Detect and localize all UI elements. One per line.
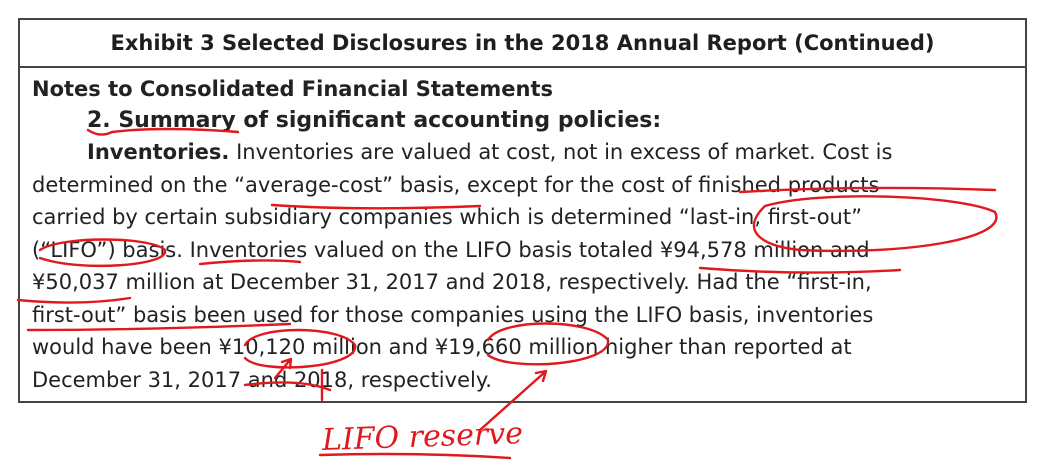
line-1-text: Inventories are valued at cost, not in excess of market. Cost is bbox=[229, 140, 893, 164]
exhibit-title: Exhibit 3 Selected Disclosures in the 2018 Annual Report (Continued) bbox=[20, 20, 1025, 68]
section-heading: 2. Summary of significant accounting policies: bbox=[87, 108, 662, 133]
text-line-1 bbox=[32, 136, 1025, 169]
text-line-7: would have been ¥10,120 million and ¥19,660 million higher than reported at bbox=[32, 335, 852, 359]
notes-body bbox=[20, 68, 1025, 396]
note-underline bbox=[320, 454, 510, 458]
text-line-6: first-out” basis been used for those companies using the LIFO basis, inventories bbox=[32, 302, 874, 327]
handwritten-note: LIFO reserve bbox=[321, 416, 524, 459]
exhibit-box bbox=[18, 18, 1027, 403]
text-line-3: carried by certain subsidiary companies which is determined “last-in, first-out” bbox=[32, 205, 862, 229]
text-line-2: determined on the “average-cost” basis, except for the cost of finished products bbox=[32, 172, 880, 197]
text-line-5: ¥50,037 million at December 31, 2017 and 2018, respectively. Had the “first-in, bbox=[32, 270, 872, 294]
text-line-8: December 31, 2017 and 2018, respectively. bbox=[32, 367, 492, 392]
text-line-4: (“LIFO”) basis. Inventories valued on the LIFO basis totaled ¥94,578 million and bbox=[32, 237, 870, 262]
inventories-label: Inventories. bbox=[87, 140, 230, 164]
notes-heading: Notes to Consolidated Financial Statements bbox=[32, 77, 553, 101]
